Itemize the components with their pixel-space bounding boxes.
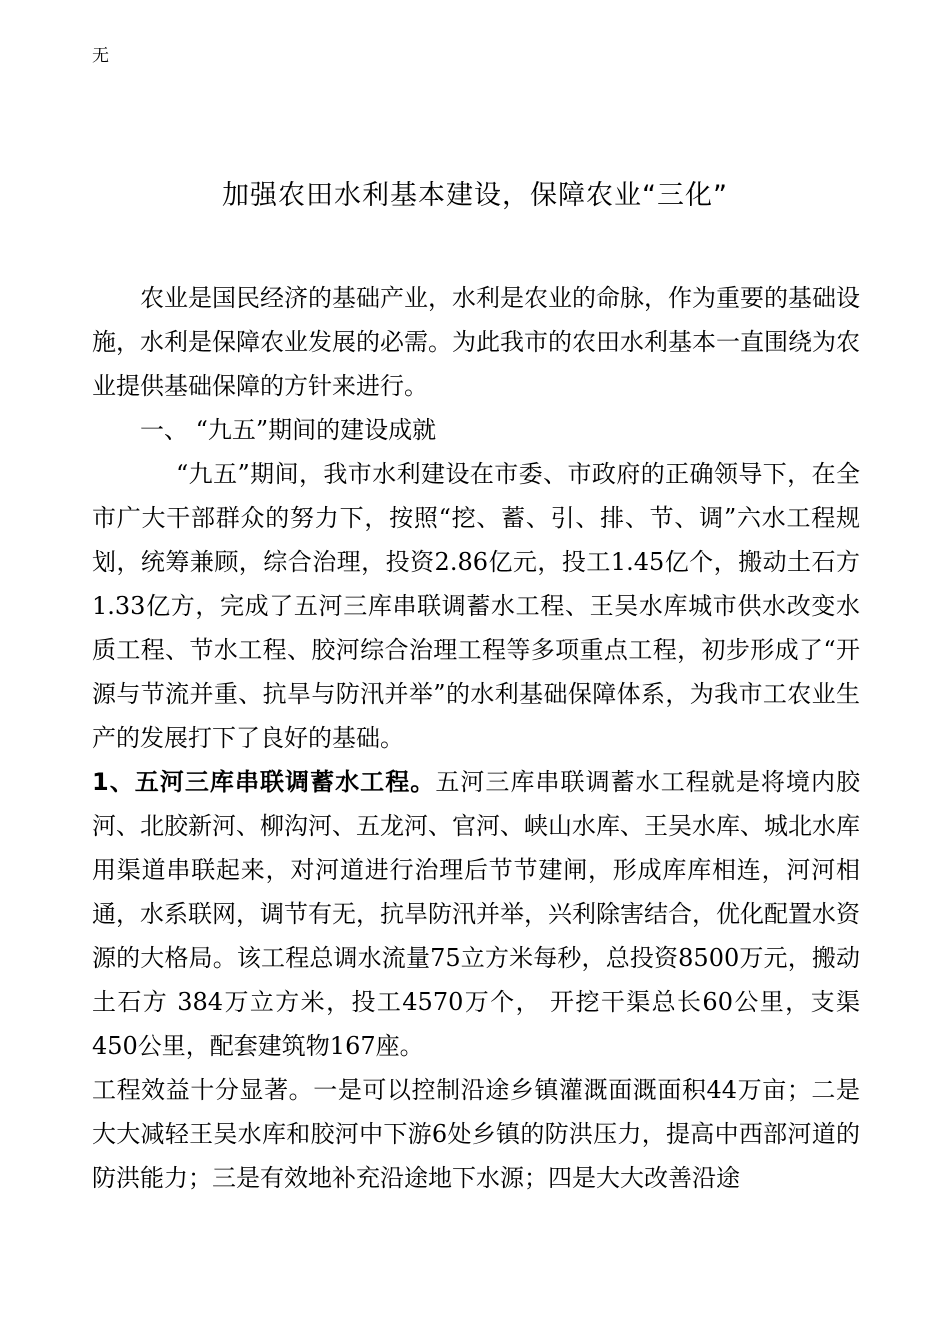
item-paragraph (92, 760, 860, 1068)
header-mark: 无 (92, 46, 109, 66)
item-title: 1、五河三库串联调蓄水工程。 (92, 768, 436, 796)
section-body-paragraph: “九五”期间，我市水利建设在市委、市政府的正确领导下，在全市广大干部群众的努力下，按照“挖、蓄、引、排、节、调”六水工程规划，统筹兼顾，综合治理，投资2.86亿元，投工1.45亿个，搬动土石方1.33亿方，完成了五河三库串联调蓄水工程、王吴水库城市供水改变水质工程、节水工程、胶河综合治理工程等多项重点工程，初步形成了“开源与节流并重、抗旱与防汛并举”的水利基础保障体系，为我市工农业生产的发展打下了良好的基础。 (92, 460, 860, 752)
section-heading: 一、 “九五”期间的建设成就 (140, 416, 437, 444)
benefits-paragraph: 工程效益十分显著。一是可以控制沿途乡镇灌溉面溉面积44万亩；二是大大减轻王吴水库和胶河中下游6处乡镇的防洪压力，提高中西部河道的防洪能力；三是有效地补充沿途地下水源；四是大大改善沿途 (92, 1076, 860, 1192)
intro-paragraph: 农业是国民经济的基础产业，水利是农业的命脉，作为重要的基础设施，水利是保障农业发展的必需。为此我市的农田水利基本一直围绕为农业提供基础保障的方针来进行。 (92, 284, 860, 400)
document-body (92, 276, 860, 1200)
item-body: 五河三库串联调蓄水工程就是将境内胶河、北胶新河、柳沟河、五龙河、官河、峡山水库、王吴水库、城北水库用渠道串联起来，对河道进行治理后节节建闸，形成库库相连，河河相通，水系联网，调节有无，抗旱防汛并举，兴利除害结合，优化配置水资源的大格局。该工程总调水流量75立方米每秒，总投资8500万元，搬动土石方 384万立方米，投工4570万个， 开挖干渠总长60公里，支渠450公里，配套建筑物167座。 (92, 768, 861, 1060)
document-title: 加强农田水利基本建设，保障农业“三化” (222, 180, 728, 211)
